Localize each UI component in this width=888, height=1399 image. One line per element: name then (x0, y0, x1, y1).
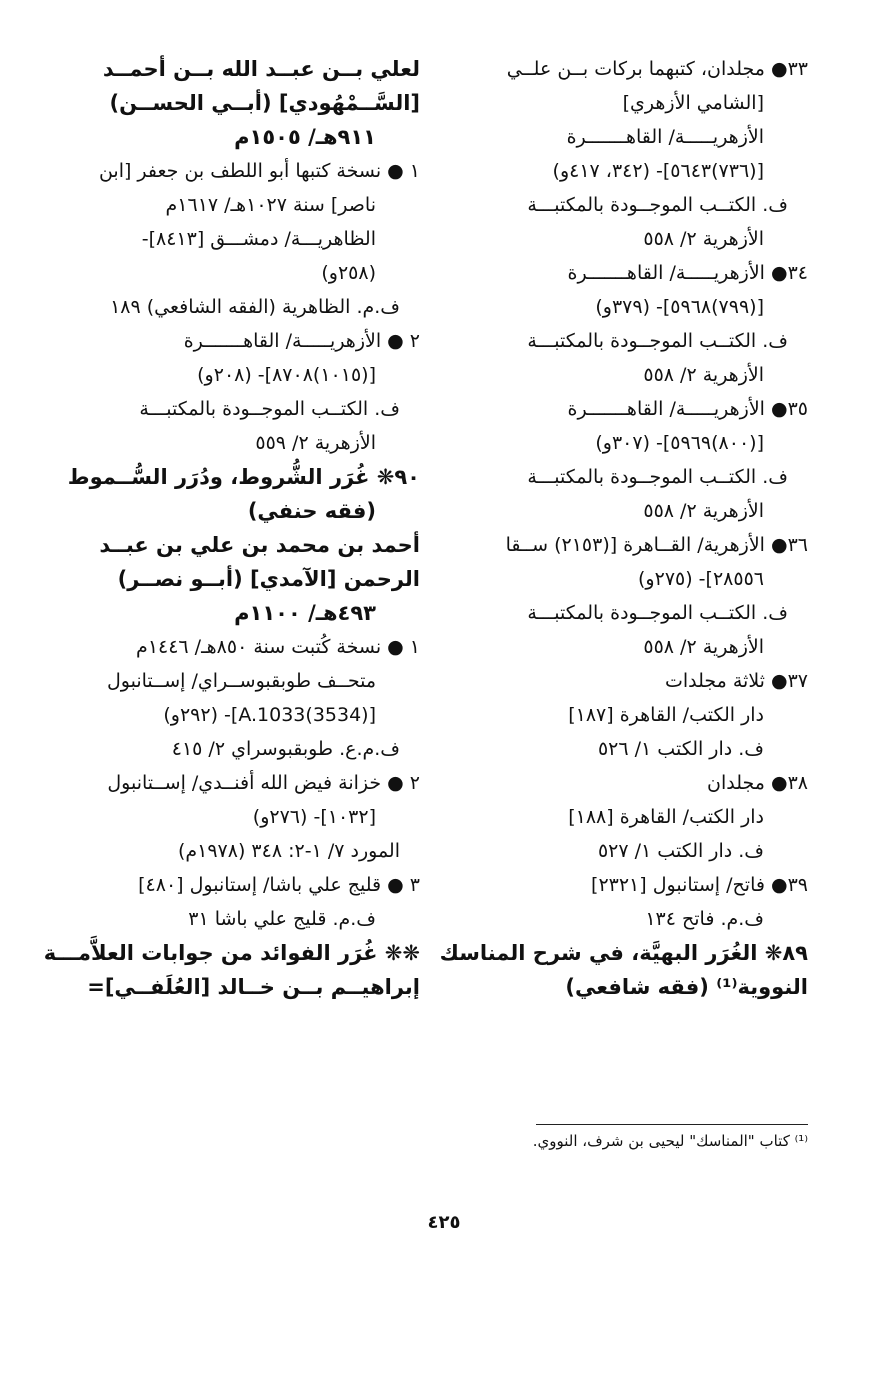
left-column-line: إبراهيــم بــن خــالد [العُلَفــي]= (87, 975, 420, 999)
right-column-line: الأزهريـــــة/ القاهـــــــرة (566, 126, 764, 148)
right-column-line: الأزهرية ٢/ ٥٥٨ (643, 364, 764, 386)
right-column-line: ٣٧● ثلاثة مجلدات (664, 670, 808, 692)
right-column-line: ف. الكتــب الموجــودة بالمكتبـــة (527, 466, 788, 488)
right-column-line: ف. الكتــب الموجــودة بالمكتبـــة (527, 194, 788, 216)
left-column-line: ف.م. الظاهرية (الفقه الشافعي) ١٨٩ (110, 296, 400, 318)
left-column-line: ٢ ● الأزهريـــــة/ القاهـــــــرة (183, 330, 420, 352)
left-column (43, 52, 420, 1004)
left-column-line: المورد ٧/ ١-٢: ٣٤٨ (١٩٧٨م) (177, 840, 400, 862)
footnote: ⁽¹⁾ كتاب "المناسك" ليحيى بن شرف، النووي. (532, 1132, 808, 1150)
right-column-line: [(٧٣٦)٥٦٤٣]- (٣٤٢، ٤١٧و) (552, 160, 764, 182)
left-column-line: [١٠٣٢]- (٢٧٦و) (252, 806, 376, 828)
left-column-line: ف. الكتــب الموجــودة بالمكتبـــة (139, 398, 400, 420)
right-column (439, 52, 808, 1004)
right-column-line: ٢٨٥٥٦]- (٢٧٥و) (638, 568, 764, 590)
left-column-line: ٢ ● خزانة فيض الله أفنــدي/ إســتانبول (107, 772, 420, 794)
right-column-line: ٣٣● مجلدان، كتبهما بركات بــن علــي (506, 58, 808, 80)
left-column-line: ٤٩٣هـ/ ١١٠٠م (234, 601, 376, 625)
left-column-line: لعلي بــن عبــد الله بــن أحمــد (102, 57, 420, 81)
right-column-line: ف.م. فاتح ١٣٤ (645, 908, 764, 930)
page-number: ٤٢٥ (427, 1212, 461, 1233)
left-column-line: أحمد بن محمد بن علي بن عبــد (99, 533, 420, 557)
right-column-line: ف. الكتــب الموجــودة بالمكتبـــة (527, 330, 788, 352)
footnote-divider (536, 1124, 808, 1125)
right-column-line: ف. دار الكتب ١/ ٥٢٧ (597, 840, 764, 862)
right-column-line: النووية⁽¹⁾ (فقه شافعي) (565, 975, 808, 999)
right-column-line: الأزهرية ٢/ ٥٥٨ (643, 636, 764, 658)
right-column-line: ٨٩❋ الغُرَر البهيَّة، في شرح المناسك (439, 941, 808, 965)
left-column-line: ١ ● نسخة كُتبت سنة ٨٥٠هـ/ ١٤٤٦م (136, 636, 420, 658)
left-column-line: ف.م. قليج علي باشا ٣١ (188, 908, 376, 930)
left-column-line: ناصر] سنة ١٠٢٧هـ/ ١٦١٧م (165, 194, 376, 216)
right-column-line: [الشامي الأزهري] (622, 92, 764, 114)
left-column-line: [(3534)A.1033]- (٢٩٢و) (163, 704, 376, 726)
right-column-line: ٣٥● الأزهريـــــة/ القاهـــــــرة (567, 398, 808, 420)
right-column-line: ٣٦● الأزهرية/ القــاهرة [(٢١٥٣) ســقا (505, 534, 808, 556)
left-column-line: ❋❋ غُرَر الفوائد من جوابات العلاَّمـــة (43, 941, 420, 965)
left-column-line: ٣ ● قليج علي باشا/ إستانبول [٤٨٠] (138, 874, 420, 896)
left-column-line: الظاهريـــة/ دمشـــق [٨٤١٣]- (141, 228, 376, 250)
left-column-line: ١ ● نسخة كتبها أبو اللطف بن جعفر [ابن (98, 160, 420, 182)
left-column-line: [(١٠١٥)٨٧٠٨]- (٢٠٨و) (197, 364, 376, 386)
right-column-line: الأزهرية ٢/ ٥٥٨ (643, 500, 764, 522)
left-column-line: ٩٠❋ غُرَر الشُّروط، ودُرَر السُّــموط (67, 465, 420, 489)
left-column-line: (٢٥٨و) (321, 262, 376, 284)
left-column-line: ٩١١هـ/ ١٥٠٥م (234, 125, 376, 149)
left-column-line: الأزهرية ٢/ ٥٥٩ (255, 432, 376, 454)
right-column-line: ف. دار الكتب ١/ ٥٢٦ (597, 738, 764, 760)
right-column-line: دار الكتب/ القاهرة [١٨٨] (568, 806, 764, 828)
right-column-line: ٣٨● مجلدان (707, 772, 808, 794)
left-column-line: ف.م.ع. طوبقبوسراي ٢/ ٤١٥ (171, 738, 400, 760)
left-column-line: (فقه حنفي) (247, 499, 376, 523)
left-column-line: [السَّــمْهُودي] (أبــي الحســن) (109, 91, 420, 115)
right-column-line: ف. الكتــب الموجــودة بالمكتبـــة (527, 602, 788, 624)
right-column-line: الأزهرية ٢/ ٥٥٨ (643, 228, 764, 250)
right-column-line: [(٧٩٩)٥٩٦٨]- (٣٧٩و) (595, 296, 764, 318)
right-column-line: ٣٩● فاتح/ إستانبول [٢٣٢١] (591, 874, 808, 896)
right-column-line: دار الكتب/ القاهرة [١٨٧] (568, 704, 764, 726)
left-column-line: متحــف طوبقبوســراي/ إســتانبول (106, 670, 376, 692)
right-column-line: [(٨٠٠)٥٩٦٩]- (٣٠٧و) (595, 432, 764, 454)
right-column-line: ٣٤● الأزهريـــــة/ القاهـــــــرة (567, 262, 808, 284)
left-column-line: الرحمن [الآمدي] (أبــو نصــر) (117, 567, 420, 591)
